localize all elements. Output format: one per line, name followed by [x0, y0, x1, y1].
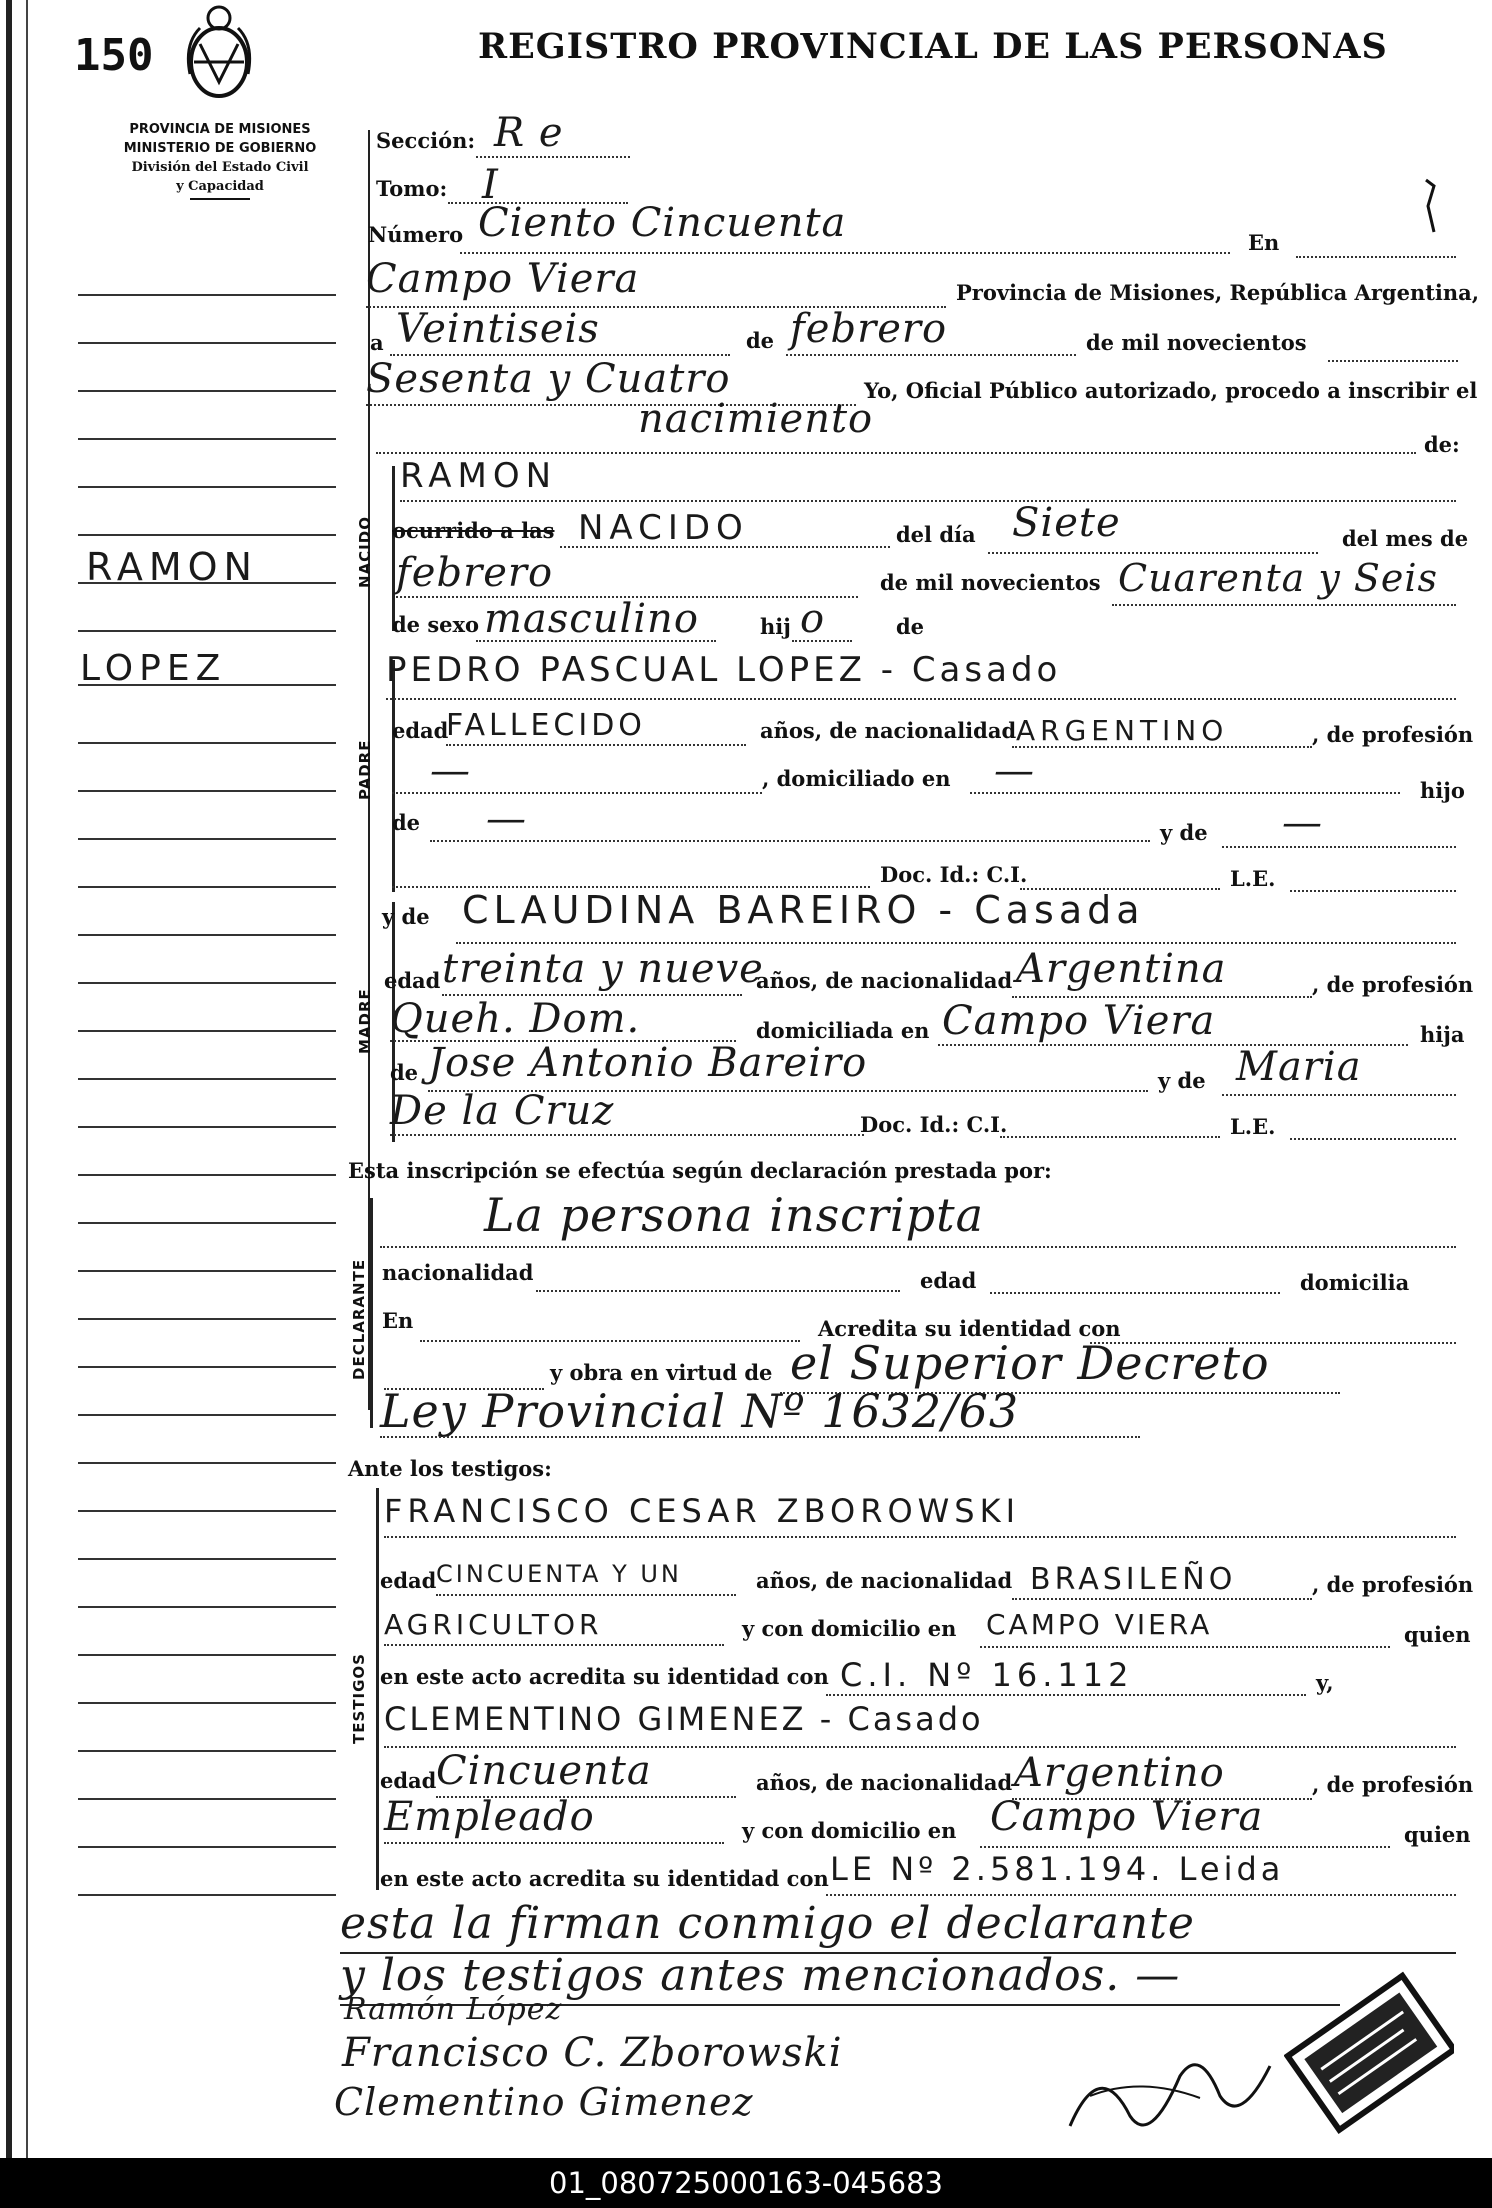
label-seccion: Sección: — [376, 128, 476, 153]
footer-id: 01_080725000163-045683 — [549, 2166, 943, 2200]
binding-edge — [6, 0, 12, 2158]
margin-surname: LOPEZ — [80, 648, 227, 689]
label-prof-madre: , de profesión — [1312, 972, 1474, 997]
label-y-de-madre2: y de — [1158, 1068, 1206, 1093]
value-madre-y-de: Maria — [1236, 1044, 1362, 1090]
label-nacionalidad-decl: nacionalidad — [382, 1260, 534, 1285]
value-madre-nombre: CLAUDINA BAREIRO - Casada — [462, 888, 1145, 932]
value-testigo1-nac: BRASILEÑO — [1030, 1562, 1237, 1597]
label-domicilia: domicilia — [1300, 1270, 1410, 1295]
official-stamp-icon — [1284, 1970, 1454, 2148]
label-doc-id-madre: Doc. Id.: C.I. — [860, 1112, 1008, 1137]
binding-edge-inner — [26, 0, 28, 2158]
label-anos-nac-t1: años, de nacionalidad — [756, 1568, 1013, 1593]
label-a: a — [370, 330, 384, 355]
value-padre-nac: ARGENTINO — [1016, 714, 1229, 747]
label-prof-t1: , de profesión — [1312, 1572, 1474, 1597]
label-quien-t1: quien — [1404, 1622, 1471, 1647]
value-anio: Sesenta y Cuatro — [366, 356, 731, 402]
label-le-padre: L.E. — [1230, 866, 1276, 891]
org-block — [90, 120, 350, 200]
value-madre-prof: Queh. Dom. — [390, 996, 641, 1042]
value-madre-y-de-cont: De la Cruz — [390, 1088, 615, 1134]
org-line2: MINISTERIO DE GOBIERNO — [123, 141, 317, 156]
label-edad-padre: edad — [392, 718, 449, 743]
value-padre-hijo-de: — — [486, 796, 527, 842]
label-de-mil-novecientos: de mil novecientos — [1086, 330, 1307, 355]
label-edad-madre: edad — [384, 968, 441, 993]
value-dia-nac: Siete — [1012, 500, 1121, 546]
label-prof-padre: , de profesión — [1312, 722, 1474, 747]
label-prof-t2: , de profesión — [1312, 1772, 1474, 1797]
page-number: 150 — [74, 30, 154, 81]
value-ley: Ley Provincial Nº 1632/63 — [380, 1384, 1020, 1438]
label-con-domicilio-t1: y con domicilio en — [742, 1616, 957, 1641]
value-acto: nacimiento — [638, 396, 874, 442]
value-anio-nac: Cuarenta y Seis — [1118, 556, 1439, 600]
org-line1: PROVINCIA DE MISIONES — [129, 122, 311, 137]
value-tomo: I — [482, 162, 499, 208]
section-declarante: DECLARANTE — [350, 1258, 368, 1380]
label-quien-t2: quien — [1404, 1822, 1471, 1847]
label-hijo: hijo — [1420, 778, 1465, 803]
value-inscripto: RAMON — [400, 456, 558, 496]
value-padre-prof: — — [430, 748, 471, 794]
label-domiciliada: domiciliada en — [756, 1018, 930, 1043]
value-testigo2-doc: LE Nº 2.581.194. Leida — [830, 1850, 1285, 1888]
label-y-de-padre: y de — [1160, 820, 1208, 845]
value-testigo2-prof: Empleado — [384, 1794, 595, 1840]
label-del-dia: del día — [896, 522, 976, 547]
label-de-colon: de: — [1424, 432, 1460, 457]
value-seccion: R e — [494, 110, 564, 156]
coat-of-arms-icon — [180, 4, 258, 104]
value-madre-edad: treinta y nueve — [442, 946, 764, 992]
value-numero: Ciento Cincuenta — [478, 200, 847, 246]
section-testigos: TESTIGOS — [350, 1653, 368, 1744]
label-provincia: Provincia de Misiones, República Argentina, — [956, 280, 1480, 305]
label-doc-id-padre: Doc. Id.: C.I. — [880, 862, 1028, 887]
label-yo-oficial: Yo, Oficial Público autorizado, procedo a inscribir el — [864, 378, 1478, 403]
value-padre-dom: — — [994, 748, 1035, 794]
value-obra-en-virtud: el Superior Decreto — [790, 1336, 1270, 1390]
document-title: REGISTRO PROVINCIAL DE LAS PERSONAS — [478, 26, 1388, 67]
value-mes: febrero — [790, 306, 948, 352]
label-de-padres: de — [896, 614, 925, 639]
margin-name: RAMON — [86, 545, 258, 589]
value-madre-nac: Argentina — [1016, 946, 1227, 992]
label-anos-nac-madre: años, de nacionalidad — [756, 968, 1013, 993]
value-testigo2-dom: Campo Viera — [990, 1794, 1264, 1840]
section-nacido: NACIDO — [356, 516, 374, 588]
label-hija: hija — [1420, 1022, 1465, 1047]
label-de-padre-padres: de — [392, 810, 421, 835]
ink-mark-icon — [1420, 176, 1440, 236]
value-madre-dom: Campo Viera — [942, 998, 1216, 1044]
value-testigo1-prof: AGRICULTOR — [384, 1608, 603, 1641]
section-madre: MADRE — [356, 988, 374, 1054]
label-tomo: Tomo: — [376, 176, 448, 201]
signature-testigo2: Clementino Gimenez — [334, 2080, 754, 2124]
label-de-mil-novecientos-nac: de mil novecientos — [880, 570, 1101, 595]
label-anos-nac-t2: años, de nacionalidad — [756, 1770, 1013, 1795]
label-de-mes: de — [746, 328, 775, 353]
value-cierre2: y los testigos antes mencionados. — — [340, 1950, 1181, 2001]
value-lugar: Campo Viera — [366, 256, 640, 302]
label-acredita-t1: en este acto acredita su identidad con — [380, 1664, 829, 1689]
label-de-sexo: de sexo — [392, 612, 480, 637]
footer-bar — [0, 2158, 1492, 2208]
value-testigo1-dom: CAMPO VIERA — [986, 1608, 1213, 1641]
value-ocurrido: NACIDO — [578, 508, 749, 548]
label-hij: hij — [760, 614, 791, 639]
label-del-mes-de: del mes de — [1342, 526, 1469, 551]
value-testigo1-nombre: FRANCISCO CESAR ZBOROWSKI — [384, 1492, 1021, 1530]
value-padre-y-de: — — [1282, 800, 1323, 846]
value-testigo2-nac: Argentino — [1014, 1750, 1225, 1796]
label-en: En — [1248, 230, 1280, 255]
value-hij-suffix: o — [800, 596, 826, 642]
label-edad-decl: edad — [920, 1268, 977, 1293]
value-testigo1-edad: CINCUENTA Y UN — [436, 1560, 682, 1588]
label-esta-inscripcion: Esta inscripción se efectúa según declaración prestada por: — [348, 1158, 1052, 1183]
value-testigo2-edad: Cincuenta — [436, 1748, 652, 1794]
label-le-madre: L.E. — [1230, 1114, 1276, 1139]
label-de-madre-padres: de — [390, 1060, 419, 1085]
value-padre-edad: FALLECIDO — [446, 708, 646, 743]
label-ante-testigos: Ante los testigos: — [348, 1456, 552, 1481]
value-testigo1-doc: C.I. Nº 16.112 — [840, 1656, 1134, 1694]
official-signature-icon — [1060, 2036, 1280, 2146]
value-cierre1: esta la firman conmigo el declarante — [340, 1898, 1195, 1949]
org-line3: División del Estado Civil — [131, 160, 309, 175]
section-padre: PADRE — [356, 739, 374, 800]
label-numero: Número — [368, 222, 464, 247]
label-anos-nac-padre: años, de nacionalidad — [760, 718, 1017, 743]
signature-testigo1: Francisco C. Zborowski — [342, 2030, 843, 2076]
value-mes-nac: febrero — [396, 550, 554, 596]
label-con-domicilio-t2: y con domicilio en — [742, 1818, 957, 1843]
label-y-comma: y, — [1316, 1670, 1334, 1695]
label-obra-en-virtud: y obra en virtud de — [550, 1360, 773, 1385]
label-acredita-t2: en este acto acredita su identidad con — [380, 1866, 829, 1891]
value-dia: Veintiseis — [396, 306, 600, 352]
value-madre-hija-de: Jose Antonio Bareiro — [428, 1040, 868, 1086]
label-edad-t1: edad — [380, 1568, 437, 1593]
label-ocurrido: ocurrido a las — [392, 518, 555, 543]
org-line4: y Capacidad — [176, 179, 264, 194]
label-acredita: Acredita su identidad con — [818, 1316, 1121, 1341]
signature-inscripto: Ramón López — [344, 1992, 563, 2027]
label-en-decl: En — [382, 1308, 414, 1333]
label-y-de-madre: y de — [382, 904, 430, 929]
value-declarante: La persona inscripta — [484, 1188, 984, 1242]
label-domiciliado: , domiciliado en — [762, 766, 951, 791]
value-testigo2-nombre: CLEMENTINO GIMENEZ - Casado — [384, 1700, 984, 1738]
value-padre-nombre: PEDRO PASCUAL LOPEZ - Casado — [386, 650, 1062, 690]
label-edad-t2: edad — [380, 1768, 437, 1793]
value-sexo: masculino — [484, 596, 699, 642]
